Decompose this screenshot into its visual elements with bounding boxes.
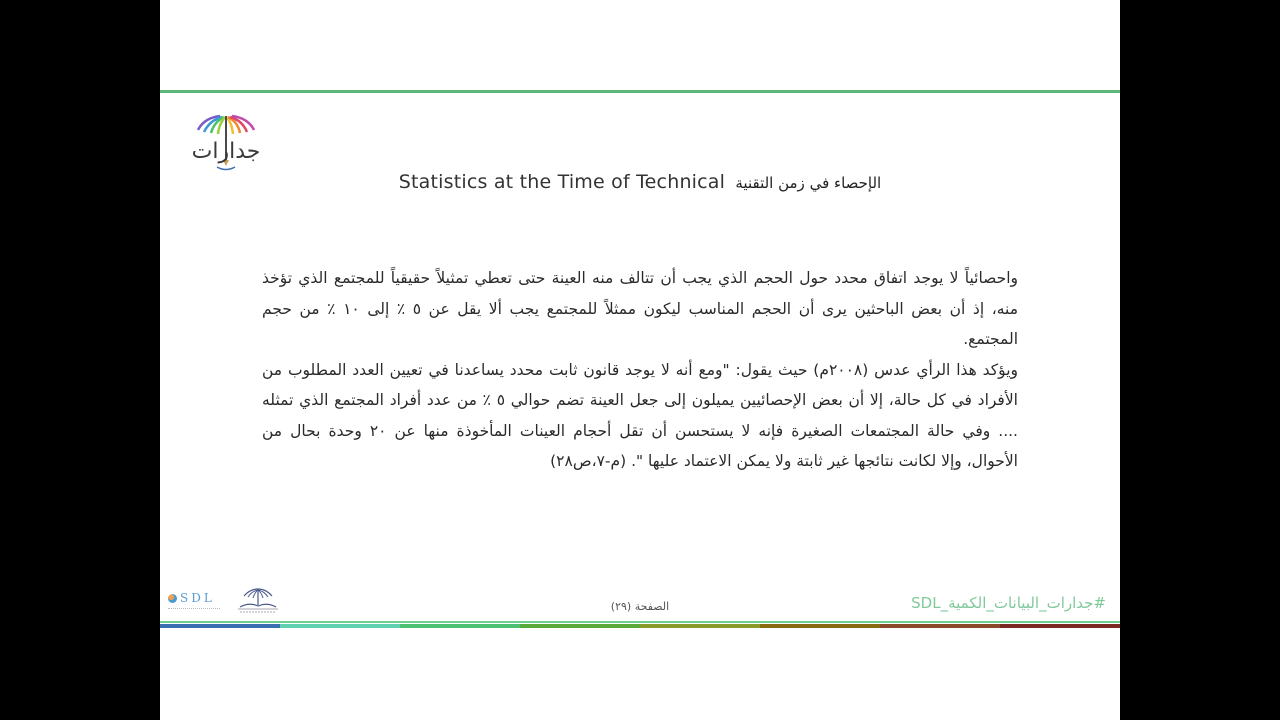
umbrella-logo-icon <box>184 112 268 172</box>
paragraph-2: ويؤكد هذا الرأي عدس (٢٠٠٨م) حيث يقول: "ومع أنه لا يوجد قانون ثابت محدد يساعدنا في تعيين العدد المطلوب من الأفراد في كل حالة، إلا أن بعض الإحصائيين يميلون إلى جعل العينة تضم حوالي ٥ ٪ من عدد أفراد المجتمع الذي تمثله .... وفي حالة المجتمعات الصغيرة فإنه لا يستحسن أن تقل أحجام العينات المأخوذة منها عن ٢٠ وحدة بحال من الأحوال، وإلا لكانت نتائجها غير ثابتة ولا يمكن الاعتماد عليها ". (م-٧،ص٢٨) <box>262 360 1018 470</box>
color-bar-segment <box>1000 624 1120 628</box>
color-bar-segment <box>760 624 880 628</box>
top-divider <box>160 90 1120 93</box>
color-bar-segment <box>880 624 1000 628</box>
jadarat-logo <box>184 112 268 172</box>
bottom-divider <box>160 621 1120 623</box>
sdl-logo-subtitle <box>168 608 220 611</box>
title-arabic: الإحصاء في زمن التقنية <box>735 174 882 192</box>
paragraph-1: واحصائياً لا يوجد اتفاق محدد حول الحجم الذي يجب أن تتالف منه العينة حتى تعطي تمثيلاً حقيقياً للمجتمع الذي تؤخذ منه، إذ أن بعض الباحثين يرى أن الحجم المناسب ليكون ممثلاً للمجتمع يجب ألا يقل عن ٥ ٪ إلى ١٠ ٪ من حجم المجتمع. <box>262 269 1018 348</box>
slide <box>160 0 1120 720</box>
color-bar-segment <box>160 624 280 628</box>
title-english: Statistics at the Time of Technical <box>398 171 726 193</box>
color-bar-segment <box>520 624 640 628</box>
page-number: الصفحة (٢٩) <box>610 600 670 613</box>
sdl-logo-text: SDL <box>180 591 215 605</box>
hashtag: #جدارات_البيانات_الكمية_SDL <box>911 594 1106 612</box>
slide-title <box>160 171 1120 193</box>
university-logo-icon <box>234 587 282 615</box>
footer-logos <box>168 586 282 616</box>
color-bar-segment <box>640 624 760 628</box>
color-bar <box>160 624 1120 628</box>
color-bar-segment <box>400 624 520 628</box>
sdl-logo <box>168 591 220 611</box>
body-text <box>262 263 1018 477</box>
globe-icon <box>168 594 177 603</box>
svg-text:جدارات: جدارات <box>191 139 261 164</box>
color-bar-segment <box>280 624 400 628</box>
